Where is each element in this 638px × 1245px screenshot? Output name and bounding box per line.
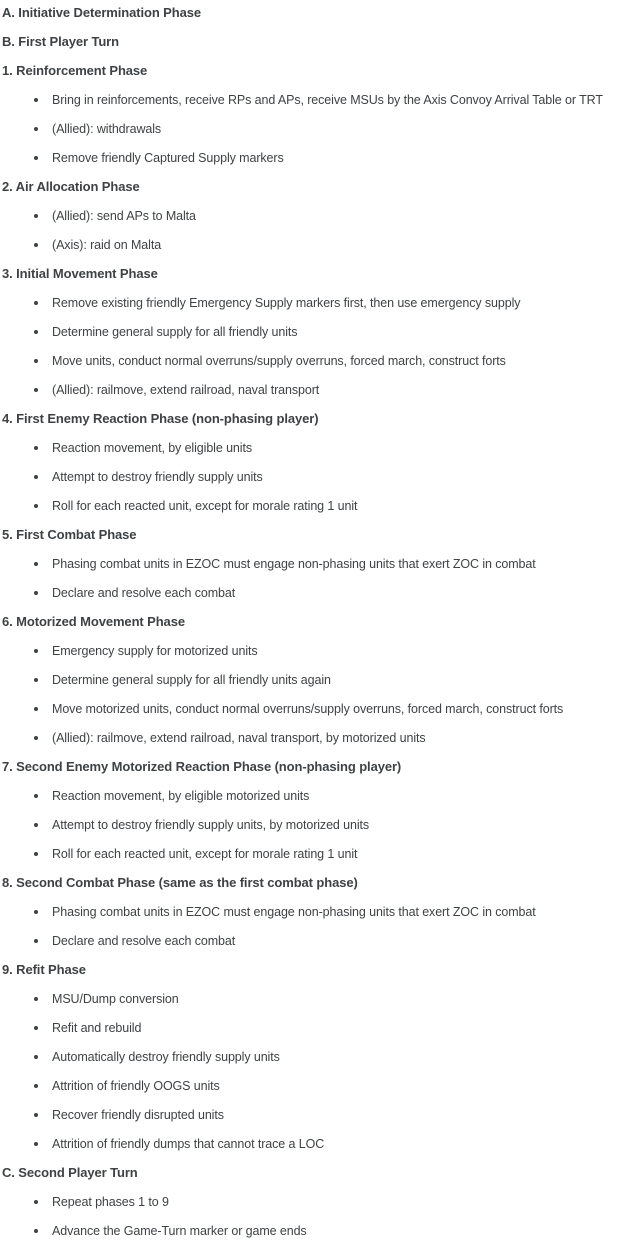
list-item (0, 143, 638, 172)
list-item-text: (Axis): raid on Malta (52, 237, 162, 252)
bullet-icon (34, 1055, 38, 1059)
bullet-icon (34, 852, 38, 856)
list-item (0, 375, 638, 404)
list-item (0, 317, 638, 346)
bullet-icon (34, 1084, 38, 1088)
bullet-icon (34, 127, 38, 131)
list-item (0, 491, 638, 520)
bullet-icon (34, 1229, 38, 1233)
list-item-text: Determine general supply for all friendly units again (52, 672, 331, 687)
list-item-text: Remove friendly Captured Supply markers (52, 150, 284, 165)
list-item-text: (Allied): railmove, extend railroad, naval transport (52, 382, 320, 397)
phase-heading: 4. First Enemy Reaction Phase (non-phasing player) (2, 411, 319, 426)
phase-heading: A. Initiative Determination Phase (2, 5, 201, 20)
phase-heading: 2. Air Allocation Phase (2, 179, 140, 194)
bullet-icon (34, 388, 38, 392)
bullet-icon (34, 214, 38, 218)
bullet-icon (34, 649, 38, 653)
list-item-text: Bring in reinforcements, receive RPs and APs, receive MSUs by the Axis Convoy Arrival Table or TRT (52, 92, 603, 107)
list-item-text: Reaction movement, by eligible units (52, 440, 252, 455)
list-item-text: Recover friendly disrupted units (52, 1107, 224, 1122)
list-item-text: (Allied): withdrawals (52, 121, 162, 136)
list-item-text: Phasing combat units in EZOC must engage non-phasing units that exert ZOC in combat (52, 904, 536, 919)
list-item (0, 549, 638, 578)
list-item (0, 1071, 638, 1100)
bullet-icon (34, 301, 38, 305)
phase-heading: 5. First Combat Phase (2, 527, 137, 542)
list-item (0, 810, 638, 839)
list-item-text: Roll for each reacted unit, except for morale rating 1 unit (52, 846, 358, 861)
list-item-text: Automatically destroy friendly supply units (52, 1049, 280, 1064)
list-item (0, 433, 638, 462)
list-item (0, 1042, 638, 1071)
list-item-text: Refit and rebuild (52, 1020, 142, 1035)
bullet-icon (34, 156, 38, 160)
list-item-text: Determine general supply for all friendly units (52, 324, 298, 339)
bullet-icon (34, 678, 38, 682)
bullet-icon (34, 910, 38, 914)
phase-heading: 1. Reinforcement Phase (2, 63, 148, 78)
bullet-icon (34, 794, 38, 798)
bullet-icon (34, 823, 38, 827)
list-item-text: Reaction movement, by eligible motorized units (52, 788, 310, 803)
bullet-icon (34, 330, 38, 334)
bullet-icon (34, 446, 38, 450)
list-item-text: Declare and resolve each combat (52, 933, 236, 948)
bullet-icon (34, 707, 38, 711)
list-item-text: Repeat phases 1 to 9 (52, 1194, 169, 1209)
bullet-icon (34, 939, 38, 943)
list-item (0, 230, 638, 259)
list-item-text: Phasing combat units in EZOC must engage non-phasing units that exert ZOC in combat (52, 556, 536, 571)
list-item (0, 694, 638, 723)
list-item (0, 288, 638, 317)
phase-heading: 6. Motorized Movement Phase (2, 614, 185, 629)
bullet-icon (34, 1200, 38, 1204)
list-item-text: Roll for each reacted unit, except for morale rating 1 unit (52, 498, 358, 513)
bullet-icon (34, 98, 38, 102)
phase-heading: 8. Second Combat Phase (same as the first combat phase) (2, 875, 358, 890)
list-item (0, 1216, 638, 1245)
list-item-text: Attempt to destroy friendly supply units, by motorized units (52, 817, 370, 832)
list-item (0, 636, 638, 665)
bullet-icon (34, 562, 38, 566)
bullet-icon (34, 736, 38, 740)
list-item (0, 85, 638, 114)
list-item (0, 1013, 638, 1042)
list-item-text: Attrition of friendly dumps that cannot trace a LOC (52, 1136, 325, 1151)
list-item (0, 578, 638, 607)
list-item-text: Move motorized units, conduct normal overruns/supply overruns, forced march, construct forts (52, 701, 564, 716)
phase-heading: 7. Second Enemy Motorized Reaction Phase (non-phasing player) (2, 759, 402, 774)
list-item-text: Declare and resolve each combat (52, 585, 236, 600)
phase-heading: C. Second Player Turn (2, 1165, 138, 1180)
list-item (0, 897, 638, 926)
list-item-text: Remove existing friendly Emergency Supply markers first, then use emergency supply (52, 295, 521, 310)
list-item (0, 839, 638, 868)
list-item-text: Emergency supply for motorized units (52, 643, 258, 658)
bullet-icon (34, 243, 38, 247)
list-item-text: Attrition of friendly OOGS units (52, 1078, 220, 1093)
bullet-icon (34, 997, 38, 1001)
list-item-text: Advance the Game-Turn marker or game ends (52, 1223, 307, 1238)
bullet-icon (34, 591, 38, 595)
list-item (0, 1100, 638, 1129)
list-item (0, 114, 638, 143)
list-item (0, 462, 638, 491)
list-item (0, 926, 638, 955)
list-item (0, 781, 638, 810)
bullet-icon (34, 1026, 38, 1030)
phase-heading: 9. Refit Phase (2, 962, 86, 977)
list-item-text: (Allied): send APs to Malta (52, 208, 196, 223)
list-item-text: MSU/Dump conversion (52, 991, 179, 1006)
list-item (0, 201, 638, 230)
phase-heading: B. First Player Turn (2, 34, 119, 49)
bullet-icon (34, 504, 38, 508)
list-item (0, 346, 638, 375)
list-item (0, 1129, 638, 1158)
bullet-icon (34, 1113, 38, 1117)
list-item (0, 984, 638, 1013)
list-item (0, 1187, 638, 1216)
bullet-icon (34, 1142, 38, 1146)
list-item-text: Attempt to destroy friendly supply units (52, 469, 263, 484)
list-item-text: Move units, conduct normal overruns/supply overruns, forced march, construct forts (52, 353, 506, 368)
list-item-text: (Allied): railmove, extend railroad, naval transport, by motorized units (52, 730, 426, 745)
list-item (0, 723, 638, 752)
bullet-icon (34, 475, 38, 479)
phase-heading: 3. Initial Movement Phase (2, 266, 158, 281)
list-item (0, 665, 638, 694)
bullet-icon (34, 359, 38, 363)
